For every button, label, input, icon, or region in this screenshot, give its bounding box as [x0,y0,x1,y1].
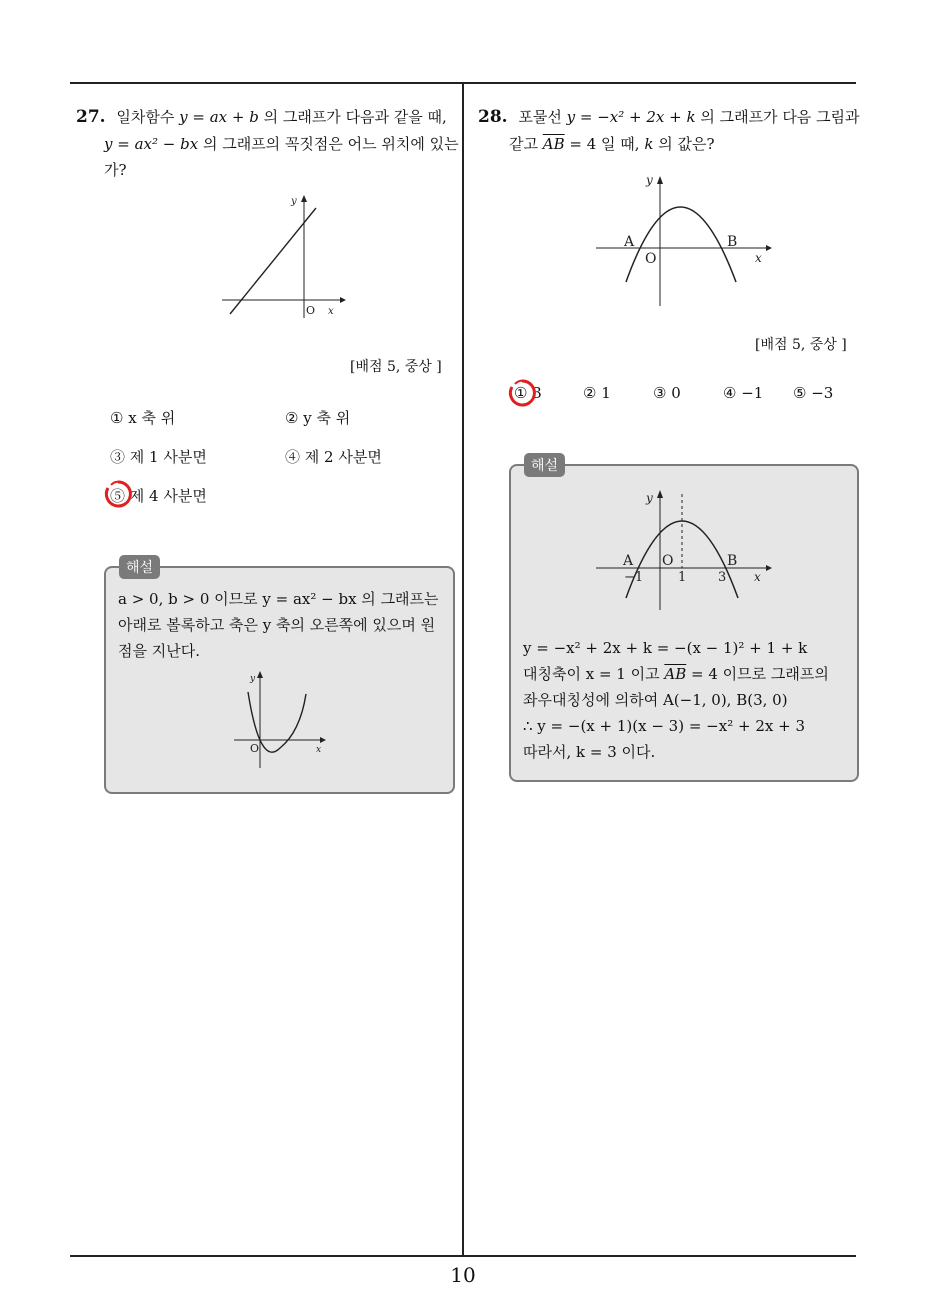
question-27 [76,104,454,130]
x-axis-label: x [755,251,762,265]
question-text: 의 그래프가 다음과 같을 때, [263,108,447,126]
question-text: 포물선 [518,108,562,126]
x-axis-arrow [320,737,326,743]
x-axis-arrow [766,245,772,251]
origin-label: O [662,553,674,569]
question-27-line-2 [104,131,464,157]
parabola-curve [626,207,736,282]
point-b-label: B [727,553,738,569]
q28-answer-mark [506,377,538,409]
q27-solution-tag: 해설 [119,555,160,579]
q28-solution-text [523,635,853,765]
question-text: 같고 [509,135,538,153]
question-text: 의 그래프의 꼭짓점은 어느 위치에 있는 [202,135,459,153]
question-text: 가? [104,161,127,179]
tick-label-1: 1 [678,570,687,585]
q27-line-graph [218,190,348,322]
point-b-label: B [727,234,738,250]
q27-answer-mark [102,478,134,510]
segment-ab: $\overline{AB}$ [664,665,687,683]
bottom-rule [70,1255,856,1257]
point-a-label: A [623,553,634,569]
q28-solution-graph [590,484,780,614]
q28-choice-4[interactable]: ④ −1 [723,384,764,402]
q27-solution-text [118,586,448,664]
question-text: 의 그래프가 다음 그림과 [700,108,860,126]
question-text: 일차함수 [116,108,175,126]
equation: y = ax + b [179,108,259,126]
solution-line: 점을 지난다. [118,642,200,660]
segment-ab: $\overline{AB}$ [542,135,565,153]
equation: y = −x² + 2x + k [566,108,696,126]
page-number: 10 [450,1263,476,1287]
column-divider [462,82,464,1257]
q27-choice-3[interactable]: ③ 제 1 사분면 [110,448,207,466]
y-axis-label: y [250,674,256,684]
q27-solution-graph [230,668,330,772]
origin-label: O [250,742,260,755]
y-axis-arrow [257,671,263,678]
q27-choice-1[interactable]: ① x 축 위 [110,409,176,427]
x-axis-label: x [754,570,761,584]
solution-line: 아래로 볼록하고 축은 y 축의 오른쪽에 있으며 원 [118,616,436,634]
x-axis-arrow [766,565,772,571]
linear-function-line [230,208,316,314]
q27-score: [배점 5, 중상 ] [350,359,442,375]
origin-label: O [306,304,316,317]
solution-line: 따라서, k = 3 이다. [523,743,656,761]
y-axis-arrow [657,490,663,498]
q28-choice-2[interactable]: ② 1 [583,384,611,402]
equation: y = ax² − bx [104,135,199,153]
q28-solution-tag: 해설 [524,453,565,477]
solution-text: = 4 이므로 그래프의 [691,665,829,683]
question-text: 의 값은? [658,135,715,153]
solution-line: 좌우대칭성에 의하여 A(−1, 0), B(3, 0) [523,691,788,709]
solution-line [523,661,853,687]
origin-label: O [645,251,657,267]
x-axis-label: x [316,745,322,755]
solution-line: a > 0, b > 0 이므로 y = ax² − bx 의 그래프는 [118,590,439,608]
q27-choice-2[interactable]: ② y 축 위 [285,409,351,427]
solution-line: ∴ y = −(x + 1)(x − 3) = −x² + 2x + 3 [523,717,805,735]
solution-text: 대칭축이 x = 1 이고 [523,665,660,683]
tick-label-3: 3 [718,570,727,585]
q28-choice-5[interactable]: ⑤ −3 [793,384,834,402]
q28-choice-3[interactable]: ③ 0 [653,384,681,402]
y-axis-label: y [646,491,653,505]
question-number: 28. [478,107,508,127]
tick-label-neg1: −1 [624,570,644,585]
q27-choice-5[interactable]: ⑤ 제 4 사분면 [110,487,207,505]
variable-k: k [644,135,654,153]
question-28 [478,104,868,130]
q28-parabola-graph [590,170,780,310]
q28-score: [배점 5, 중상 ] [755,337,847,353]
y-axis-arrow [657,176,663,184]
y-axis-label: y [291,196,297,207]
x-axis-arrow [340,297,346,303]
question-28-line-2 [509,131,715,157]
q27-choice-4[interactable]: ④ 제 2 사분면 [285,448,382,466]
question-text: = 4 일 때, [569,135,640,153]
solution-line: y = −x² + 2x + k = −(x − 1)² + 1 + k [523,639,808,657]
x-axis-label: x [328,306,334,317]
y-axis-arrow [301,195,307,202]
question-number: 27. [76,107,106,127]
q28-choice-1[interactable]: ① 3 [514,384,542,402]
y-axis-label: y [646,173,653,187]
point-a-label: A [624,234,635,250]
question-27-line-3 [104,157,127,183]
